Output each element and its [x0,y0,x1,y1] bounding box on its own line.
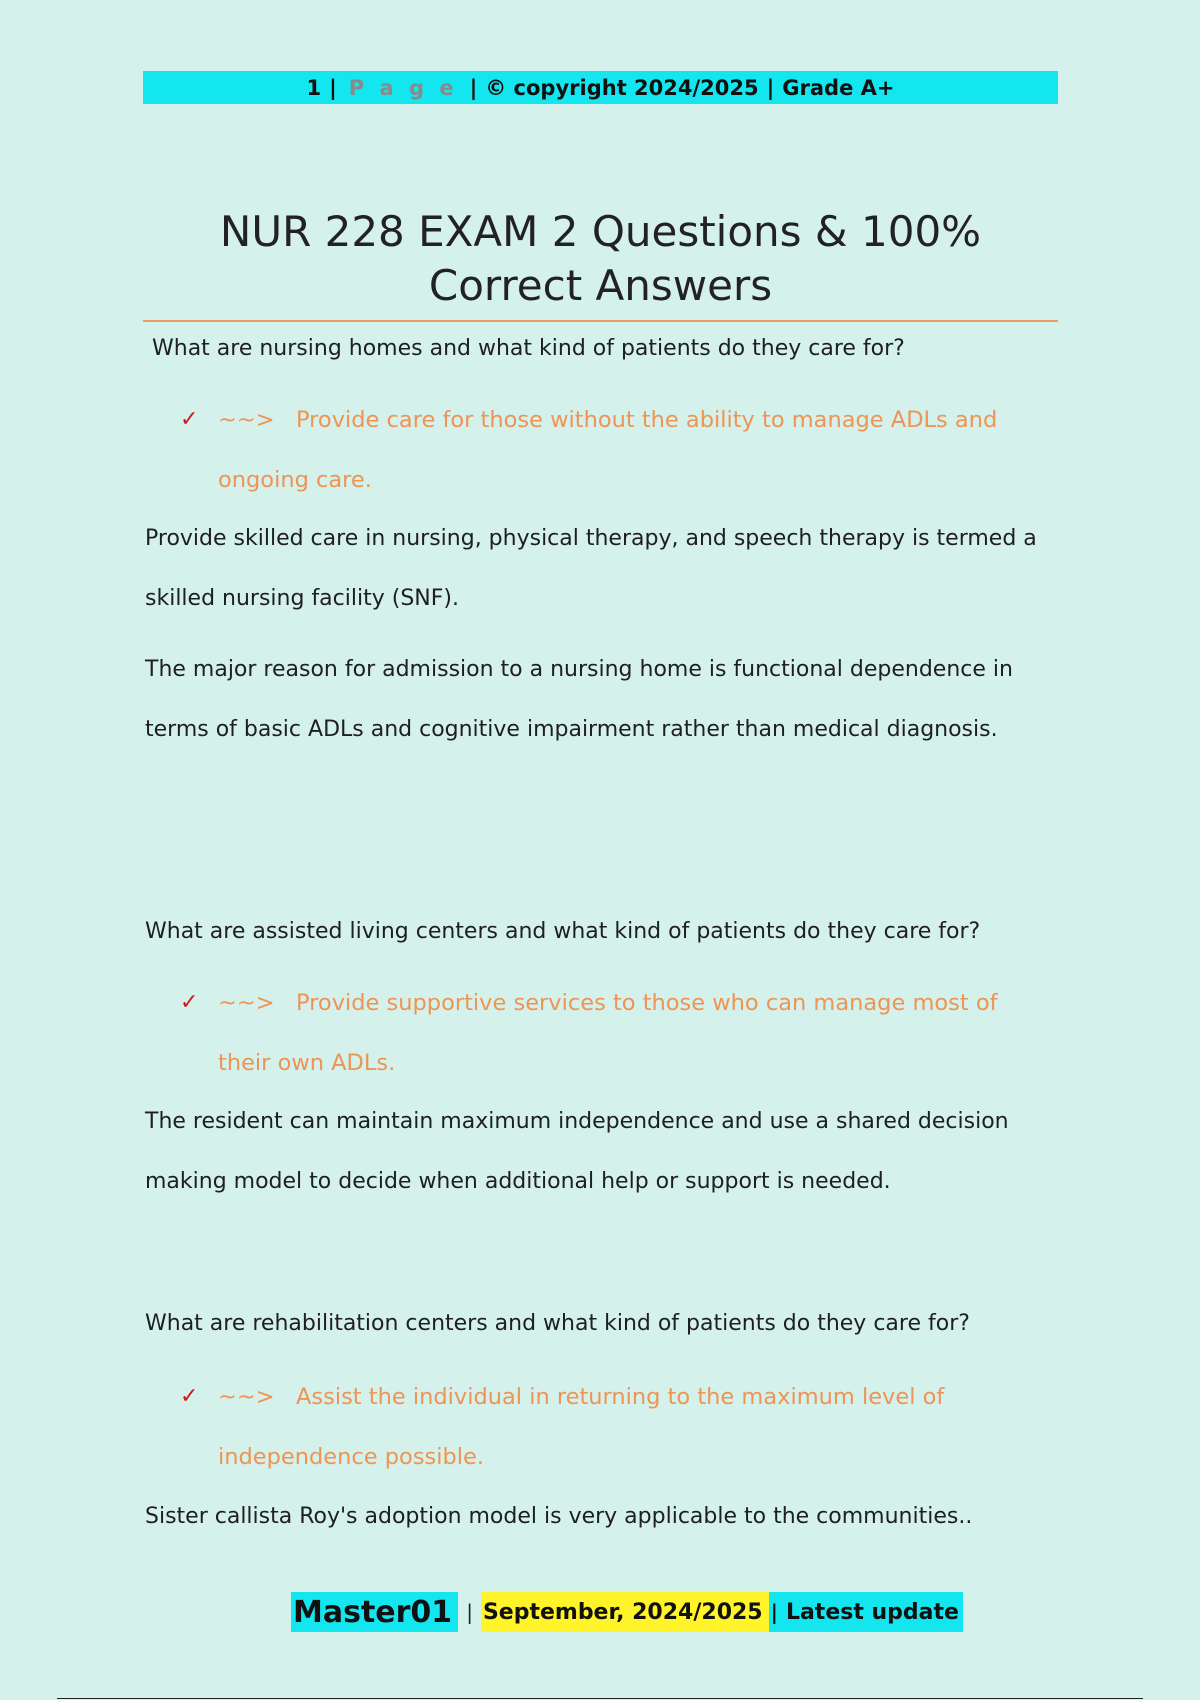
title-line-1: NUR 228 EXAM 2 Questions & 100% [219,207,982,256]
page-label: P a g e [348,75,458,100]
bottom-divider [57,1698,1143,1699]
header-separator: | [469,75,478,100]
footer-update [769,1592,963,1632]
answer-3-line-2: independence possible. [218,1444,485,1470]
note-3a: Sister callista Roy's adoption model is very applicable to the communities.. [145,1504,973,1529]
arrow-marker: ~~> [218,1384,275,1410]
header-separator: | [766,75,775,100]
question-2: What are assisted living centers and what kind of patients do they care for? [145,919,981,944]
note-1a: Provide skilled care in nursing, physical therapy, and speech therapy is termed a skilled nursing facility (SNF). [145,526,1037,611]
answer-2-line-1 [218,973,998,1033]
arrow-marker: ~~> [218,407,275,433]
footer-update-text: Latest update [785,1599,959,1625]
grade-text: Grade A+ [782,75,895,100]
page-number: 1 [306,75,322,100]
footer-separator: | [458,1592,481,1632]
footer-date: September, 2024/2025 [481,1592,769,1632]
arrow-marker: ~~> [218,990,275,1016]
checkmark-icon: ✓ [180,407,199,432]
question-3: What are rehabilitation centers and what kind of patients do they care for? [145,1311,970,1336]
header-separator: | [329,75,337,100]
footer-brand: Master01 [291,1592,458,1632]
title-line-2: Correct Answers [428,261,773,310]
answer-1-text: Provide care for those without the ability to manage ADLs and [296,407,998,433]
answer-2-line-2: their own ADLs. [218,1050,396,1076]
document-title [143,205,1058,313]
title-divider [143,320,1058,322]
checkmark-icon: ✓ [180,990,199,1015]
page-footer [291,1592,963,1632]
question-1: What are nursing homes and what kind of patients do they care for? [152,336,905,361]
note-2a: The resident can maintain maximum independence and use a shared decision making model to decide when additional help or support is needed. [145,1109,1009,1194]
page-header [143,71,1058,104]
checkmark-icon: ✓ [180,1384,199,1409]
answer-2-text: Provide supportive services to those who can manage most of [296,990,998,1016]
note-1b: The major reason for admission to a nursing home is functional dependence in terms of basic ADLs and cognitive impairment rather than medical diagnosis. [145,657,1013,742]
answer-3-text: Assist the individual in returning to the maximum level of [296,1384,945,1410]
answer-1-line-1 [218,390,997,450]
answer-1-line-2: ongoing care. [218,467,372,493]
footer-separator: | [770,1600,778,1624]
answer-3-line-1 [218,1367,944,1427]
copyright-text: © copyright 2024/2025 [485,75,759,100]
